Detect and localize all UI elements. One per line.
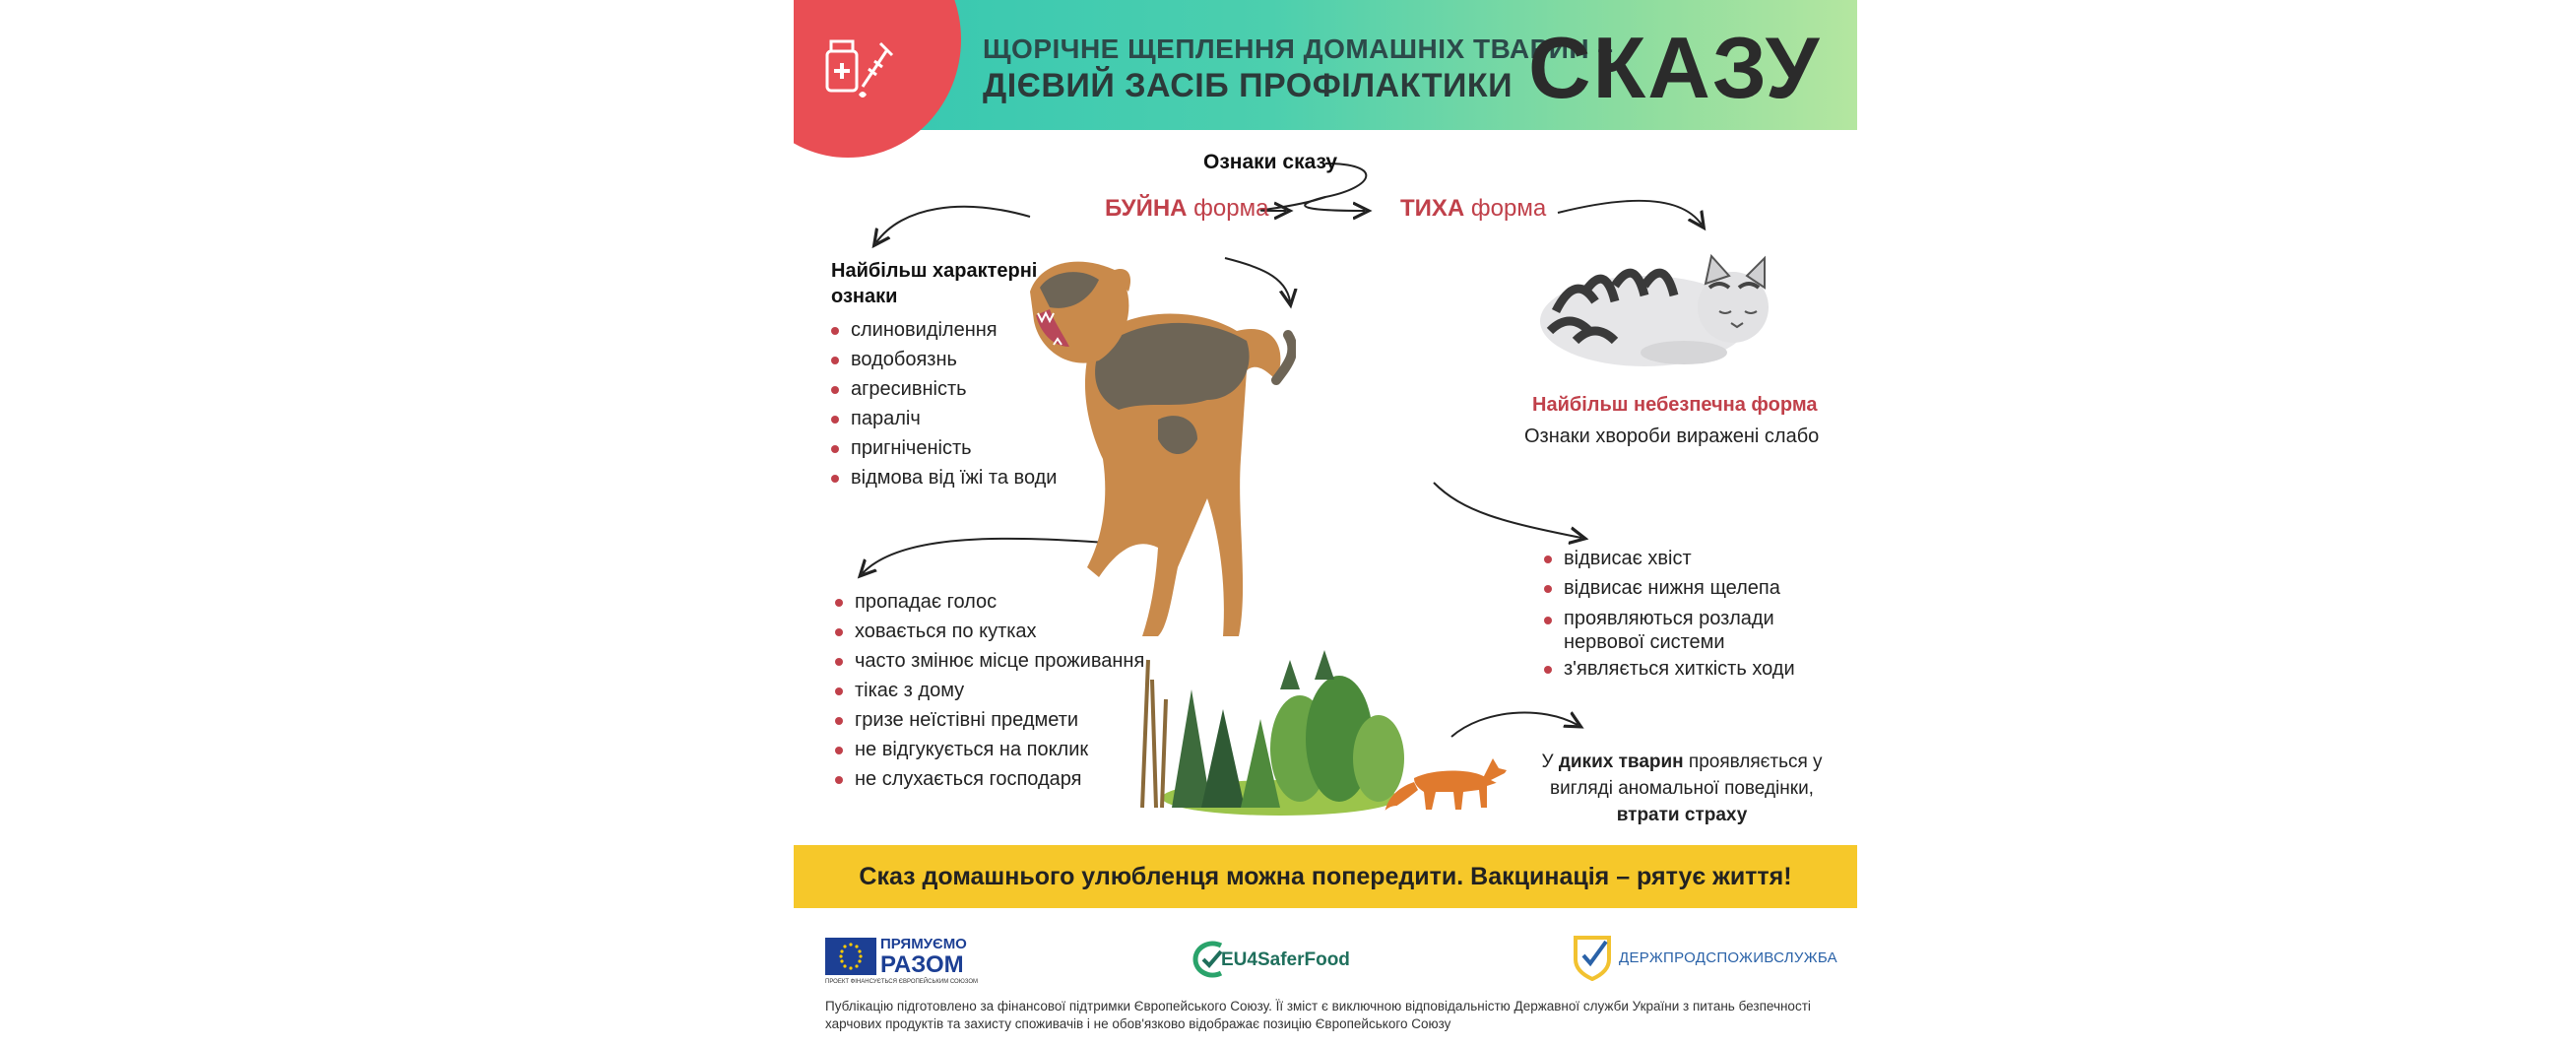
list-item: відмова від їжі та води xyxy=(831,463,1057,492)
header-line-2: ДІЄВИЙ ЗАСІБ ПРОФІЛАКТИКИ xyxy=(983,67,1513,104)
fox-illustration xyxy=(1385,739,1513,827)
list-item: тікає з дому xyxy=(835,676,1144,705)
list-item: не відгукується на поклик xyxy=(835,735,1144,764)
list-item: відвисає нижня щелепа xyxy=(1544,573,1795,603)
wild-bold-1: диких тварин xyxy=(1558,752,1684,772)
danger-form-label: Найбільш небезпечна форма xyxy=(1532,394,1818,416)
wild-text-2: проявляється у вигляді аномальної поведінки, xyxy=(1550,752,1823,799)
violent-form-label xyxy=(1105,195,1268,223)
list-item: проявляються розлади нервової системи xyxy=(1544,603,1790,654)
signs-title: Ознаки сказу xyxy=(1203,151,1338,173)
forest-illustration xyxy=(1132,650,1428,817)
list-item: слиновиділення xyxy=(831,315,1057,345)
eu-logo-line-1: ПРЯМУЄМО xyxy=(880,936,967,952)
header-big-word: СКАЗУ xyxy=(1528,19,1822,116)
wild-bold-2: втрати страху xyxy=(1616,805,1748,825)
dog-illustration xyxy=(1030,252,1296,646)
eu-logo xyxy=(825,932,979,989)
header-line-1: ЩОРІЧНЕ ЩЕПЛЕННЯ ДОМАШНІХ ТВАРИН – xyxy=(983,33,1614,64)
list-item: пропадає голос xyxy=(835,587,1144,617)
dps-logo xyxy=(1572,932,1837,987)
poster xyxy=(794,0,1857,1046)
vaccination-banner: Сказ домашнього улюбленця можна попередити. Вакцинація – рятує життя! xyxy=(794,845,1857,908)
quiet-signs-list xyxy=(1544,544,1795,684)
list-item: параліч xyxy=(831,404,1057,433)
violent-signs-title: Найбільш характерні ознаки xyxy=(831,260,1038,307)
weak-signs-note: Ознаки хвороби виражені слабо xyxy=(1524,425,1820,447)
wild-text-1: У xyxy=(1541,752,1559,772)
quiet-form-rest: форма xyxy=(1464,195,1547,222)
cat-illustration xyxy=(1536,242,1782,370)
eu4saferfood-logo xyxy=(1191,932,1349,987)
list-item: відвисає хвіст xyxy=(1544,544,1795,573)
list-item: гризе неїстівні предмети xyxy=(835,705,1144,735)
list-item: не слухається господаря xyxy=(835,764,1144,794)
list-item: з'являється хиткість ходи xyxy=(1544,654,1795,684)
violent-form-rest: форма xyxy=(1187,195,1269,222)
dps-shield-icon xyxy=(1572,932,1613,981)
footer-disclaimer: Публікацію підготовлено за фінансової підтримки Європейського Союзу. Її зміст є виключною відповідальністю Державної служби України з питань безпечності харчових продуктів та захисту споживачів і не обов'язково відображає позицію Європейського Союзу xyxy=(825,999,1811,1031)
list-item: водобоязнь xyxy=(831,345,1057,374)
eu4saferfood-text: EU4SaferFood xyxy=(1221,949,1350,970)
violent-signs-list xyxy=(831,315,1057,492)
quiet-form-label xyxy=(1400,195,1546,223)
violent-form-strong: БУЙНА xyxy=(1105,195,1188,222)
list-item: агресивність xyxy=(831,374,1057,404)
eu-logo-line-2: РАЗОМ xyxy=(880,951,964,978)
quiet-form-strong: ТИХА xyxy=(1400,195,1465,222)
eu-flag-icon xyxy=(825,938,876,975)
list-item: ховається по кутках xyxy=(835,617,1144,646)
list-item: часто змінює місце проживання xyxy=(835,646,1144,676)
dps-text: ДЕРЖПРОДСПОЖИВСЛУЖБА xyxy=(1619,949,1837,966)
eu-logo-small: ПРОЕКТ ФІНАНСУЄТЬСЯ ЄВРОПЕЙСЬКИМ СОЮЗОМ xyxy=(825,979,979,985)
list-item: пригніченість xyxy=(831,433,1057,463)
wild-animals-note xyxy=(1524,749,1839,828)
